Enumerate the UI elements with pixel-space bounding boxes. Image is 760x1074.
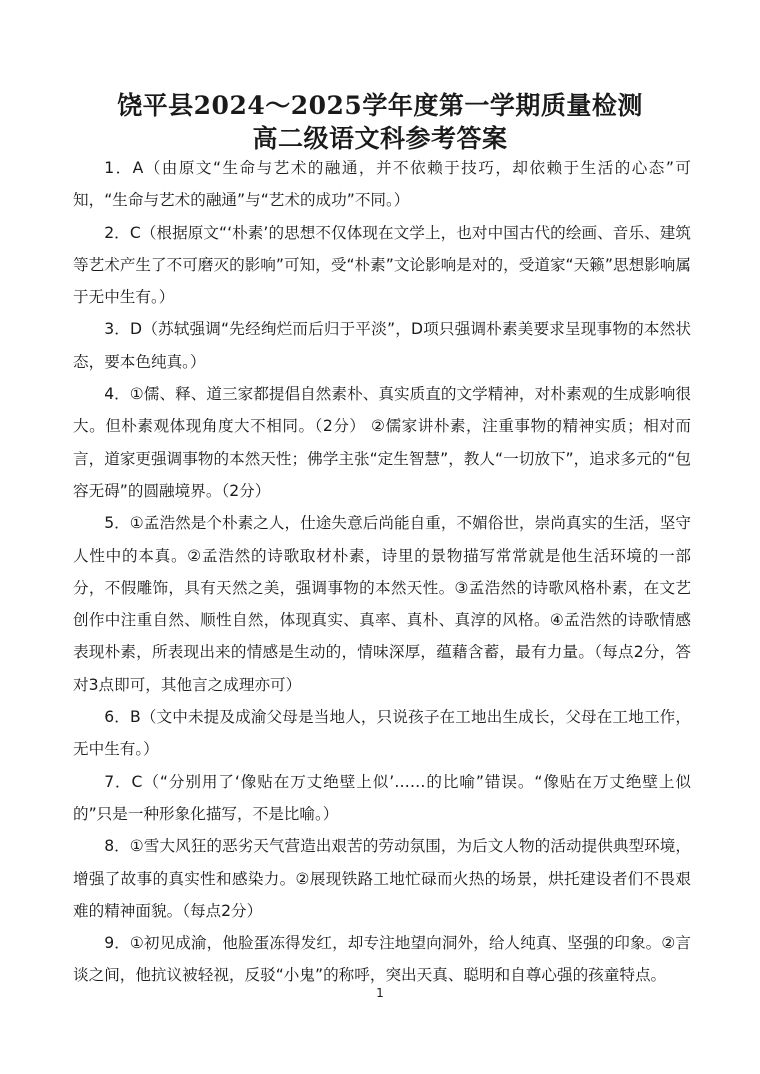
- answer-list: [73, 152, 691, 992]
- answer-item-2: 2．C（根据原文“‘朴素’的思想不仅体现在文学上，也对中国古代的绘画、音乐、建筑等艺术产生了不可磨灭的影响”可知，受“朴素”文论影响是对的，受道家“天籁”思想影响属于无中生有。）: [73, 223, 691, 307]
- answer-item-1: 1．A（由原文“生命与艺术的融通，并不依赖于技巧，却依赖于生活的心态”可知，“生命与艺术的融通”与“艺术的成功”不同。）: [73, 159, 691, 210]
- answer-item-5: 5．①孟浩然是个朴素之人，仕途失意后尚能自重，不媚俗世，崇尚真实的生活，坚守人性中的本真。②孟浩然的诗歌取材朴素，诗里的景物描写常常就是他生活环境的一部分，不假雕饰，具有天然之美，强调事物的本然天性。③孟浩然的诗歌风格朴素，在文艺创作中注重自然、顺性自然，体现真实、真率、真朴、真淳的风格。④孟浩然的诗歌情感表现朴素，所表现出来的情感是生动的，情味深厚，蕴藉含蓄，最有力量。（每点2分，答对3点即可，其他言之成理亦可）: [73, 514, 691, 694]
- answer-item-3: 3．D（苏轼强调“先经绚烂而后归于平淡”，D项只强调朴素美要求呈现事物的本然状态，要本色纯真。）: [73, 320, 691, 371]
- answer-item-6: 6．B（文中未提及成渝父母是当地人，只说孩子在工地出生成长，父母在工地工作，无中生有。）: [73, 708, 691, 759]
- page-number: 1: [376, 986, 384, 1000]
- answer-item-9: 9．①初见成渝，他脸蛋冻得发红，却专注地望向洞外，给人纯真、坚强的印象。②言谈之间，他抗议被轻视，反驳“小鬼”的称呼，突出天真、聪明和自尊心强的孩童特点。: [73, 934, 691, 985]
- answer-item-8: 8．①雪大风狂的恶劣天气营造出艰苦的劳动氛围，为后文人物的活动提供典型环境，增强了故事的真实性和感染力。②展现铁路工地忙碌而火热的场景，烘托建设者们不畏艰难的精神面貌。（每点2分）: [73, 837, 691, 920]
- document-subtitle: 高二级语文科参考答案: [252, 124, 508, 153]
- answer-item-7: 7．C（“分别用了‘像贴在万丈绝壁上似’……的比喻”错误。“像贴在万丈绝壁上似的”只是一种形象化描写，不是比喻。）: [73, 772, 691, 823]
- document-title: 饶平县2024～2025学年度第一学期质量检测: [117, 91, 643, 120]
- answer-item-4: 4．①儒、释、道三家都提倡自然素朴、真实质直的文学精神，对朴素观的生成影响很大。但朴素观体现角度大不相同。（2分） ②儒家讲朴素，注重事物的精神实质；相对而言，道家更强调事物的本然天性；佛学主张“定生智慧”，教人“一切放下”，追求多元的“包容无碍”的圆融境界。（2分）: [73, 385, 691, 500]
